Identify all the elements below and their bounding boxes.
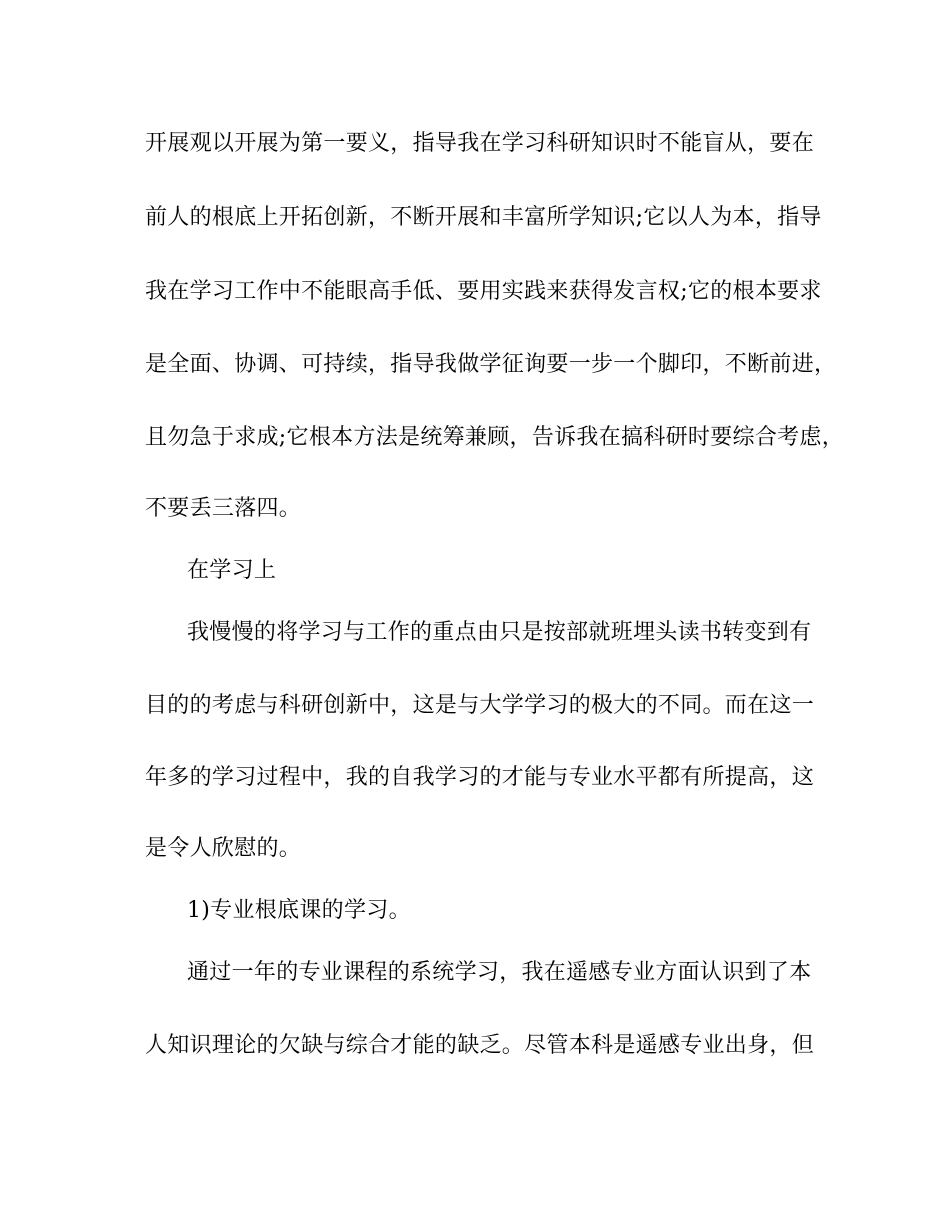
text-line-11: 是令人欣慰的。 (145, 836, 302, 861)
text-line-4: 是全面、协调、可持续，指导我做学征询要一步一个脚印，不断前进， (145, 352, 837, 377)
section-heading-study: 在学习上 (187, 558, 277, 583)
text-line-6: 不要丢三落四。 (145, 496, 302, 521)
text-line-14: 人知识理论的欠缺与综合才能的缺乏。尽管本科是遥感专业出身，但 (145, 1033, 815, 1058)
subsection-heading-1: 1)专业根底课的学习。 (187, 898, 411, 923)
text-line-5: 且勿急于求成;它根本方法是统筹兼顾，告诉我在搞科研时要综合考虑， (145, 425, 845, 450)
text-line-3: 我在学习工作中不能眼高手低、要用实践来获得发言权;它的根本要求 (145, 279, 822, 304)
text-line-2: 前人的根底上开拓创新，不断开展和丰富所学知识;它以人为本，指导 (145, 205, 822, 230)
text-line-1: 开展观以开展为第一要义，指导我在学习科研知识时不能盲从，要在 (145, 131, 815, 156)
text-line-10: 年多的学习过程中，我的自我学习的才能与专业水平都有所提高，这 (145, 765, 815, 790)
text-line-8: 我慢慢的将学习与工作的重点由只是按部就班埋头读书转变到有 (187, 620, 812, 645)
text-line-13: 通过一年的专业课程的系统学习，我在遥感专业方面认识到了本 (187, 960, 812, 985)
text-line-9: 目的的考虑与科研创新中，这是与大学学习的极大的不同。而在这一 (145, 693, 815, 718)
